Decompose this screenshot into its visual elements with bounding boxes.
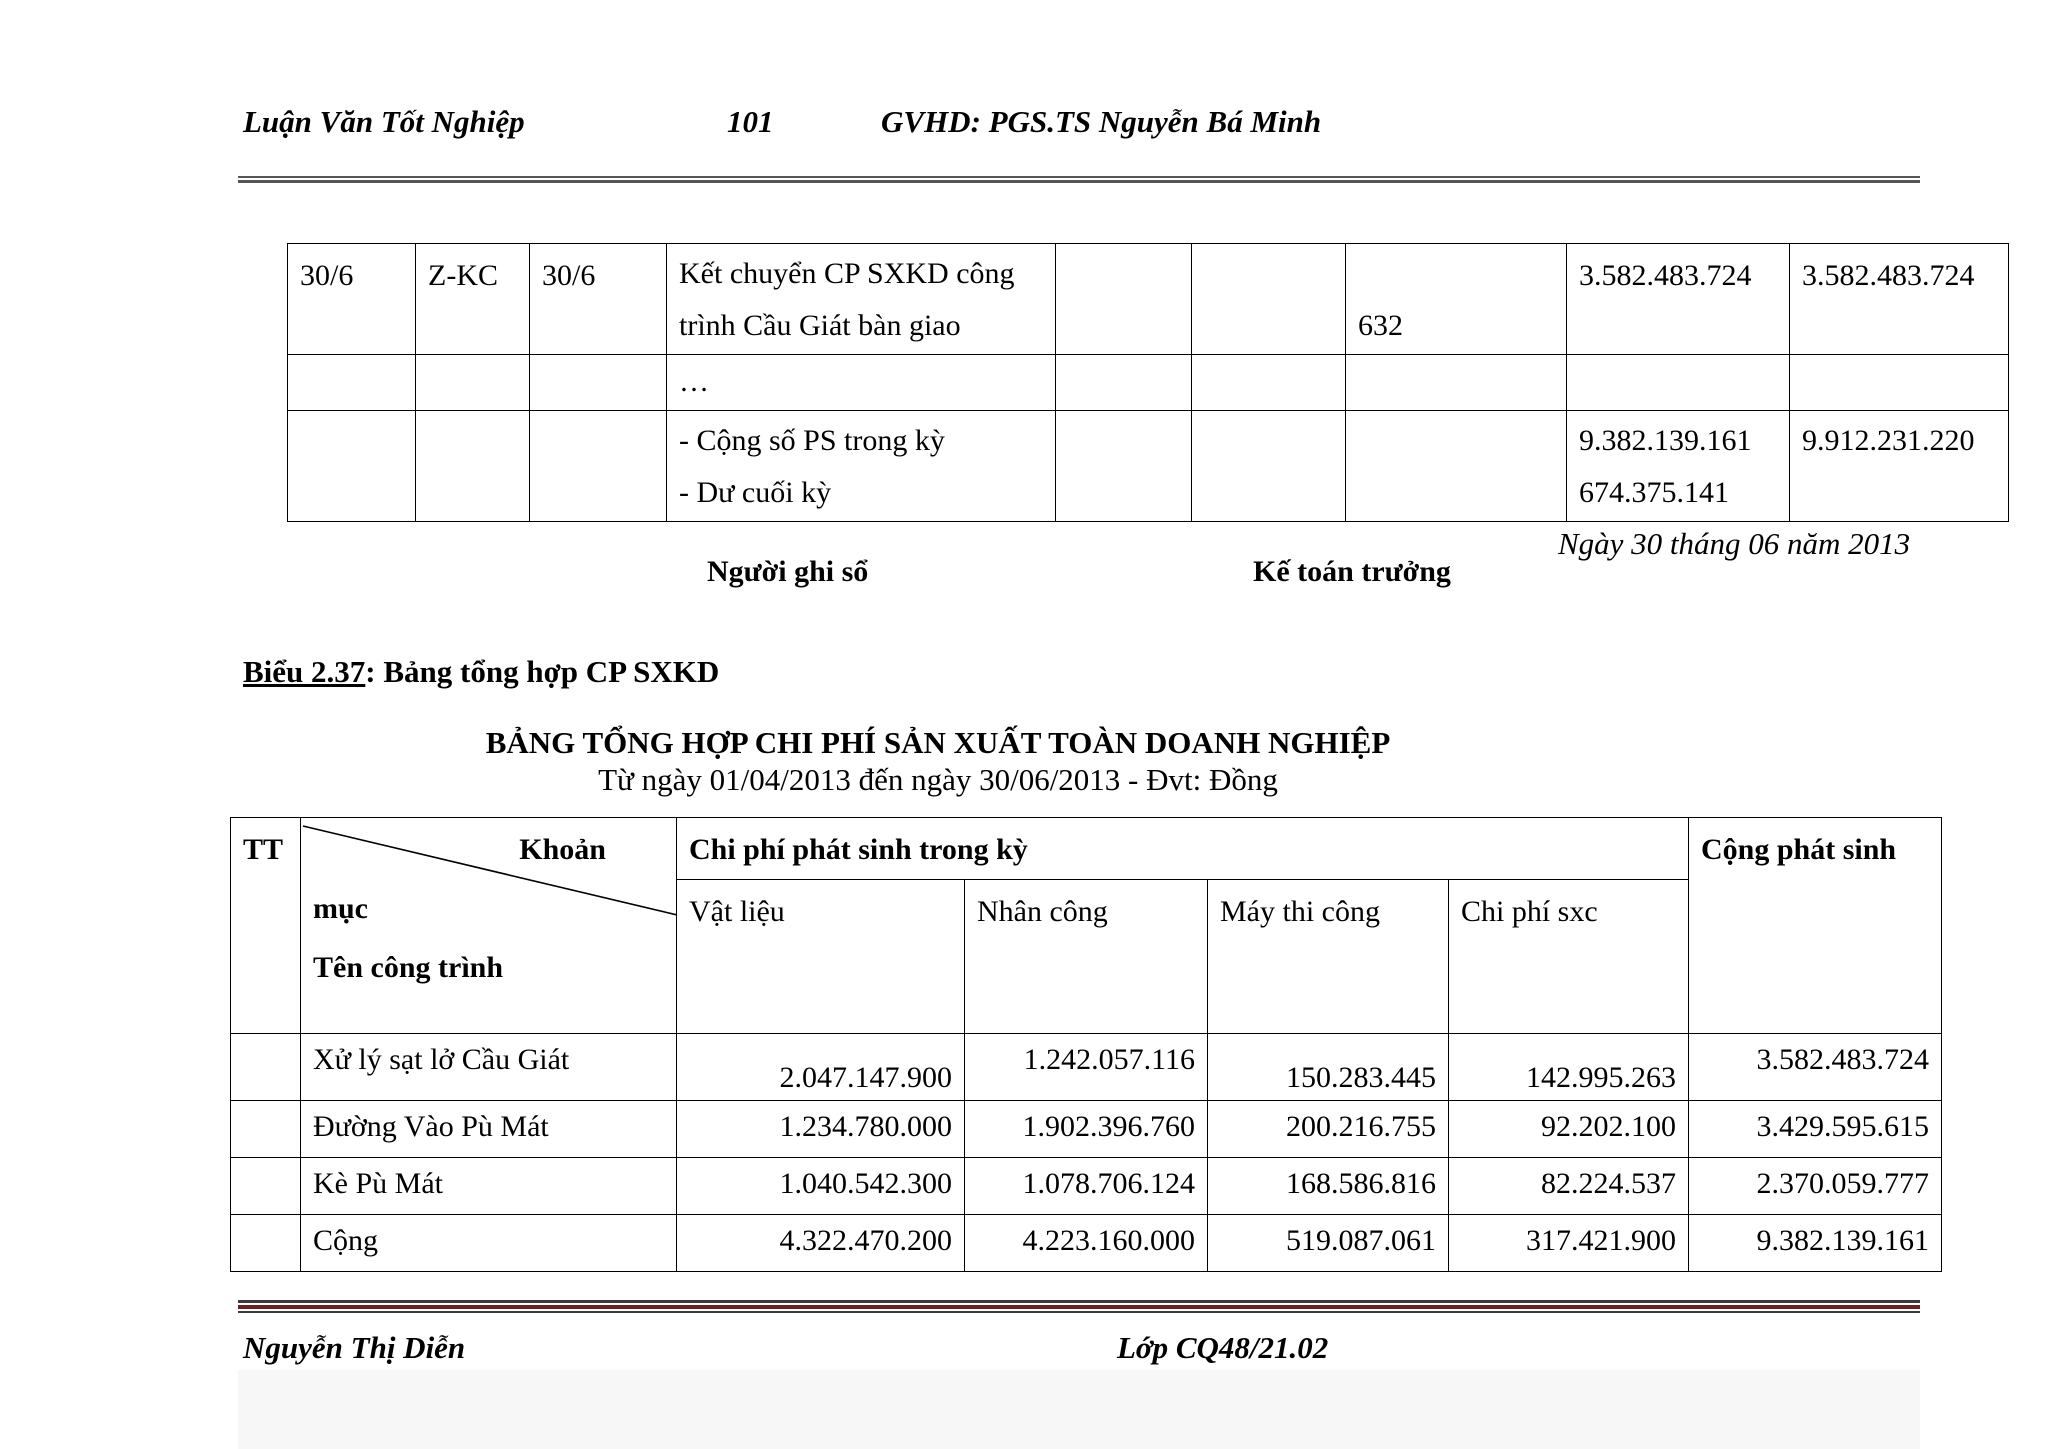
ledger-desc-line: trình Cầu Giát bàn giao (679, 309, 961, 342)
ledger-voucher-date: 30/6 (542, 259, 596, 292)
signer-bookkeeper: Người ghi sổ (707, 555, 869, 588)
page-bottom-band (238, 1370, 1920, 1449)
ledger-desc-line: - Dư cuối kỳ (679, 476, 832, 509)
ledger-table (287, 243, 2009, 522)
ledger-credit: 3.582.483.724 (1802, 259, 1975, 292)
col-header-project-name: Tên công trình (313, 951, 504, 984)
col-header-labor: Nhân công (977, 895, 1108, 929)
project-name: Xử lý sạt lở Cầu Giát (313, 1043, 570, 1076)
value-overhead: 317.421.900 (1526, 1224, 1677, 1257)
footer-rule-2 (238, 1305, 1920, 1309)
summary-subtitle: Từ ngày 01/04/2013 đến ngày 30/06/2013 - Đvt: Đồng (598, 762, 1278, 797)
ledger-desc-line: - Cộng số PS trong kỳ (679, 424, 945, 457)
col-header-group: Chi phí phát sinh trong kỳ (689, 833, 1028, 866)
value-materials: 4.322.470.200 (779, 1224, 952, 1257)
diagonal-divider (301, 818, 677, 938)
summary-header-row (231, 818, 1942, 880)
summary-title: BẢNG TỔNG HỢP CHI PHÍ SẢN XUẤT TOÀN DOANH NGHIỆP (485, 725, 1391, 760)
ledger-description (667, 244, 1055, 352)
value-labor: 1.242.057.116 (1023, 1043, 1195, 1076)
signer-chief-accountant: Kế toán trưởng (1253, 555, 1451, 588)
col-header-tt: TT (243, 833, 284, 866)
value-materials: 2.047.147.900 (779, 1061, 952, 1094)
ledger-ellipsis: … (679, 365, 709, 398)
value-materials: 1.040.542.300 (779, 1167, 952, 1200)
total-label: Cộng (313, 1224, 379, 1257)
value-overhead: 142.995.263 (1526, 1061, 1677, 1094)
col-header-item-top: Khoản (519, 833, 606, 866)
caption-label: Biểu 2.37 (243, 654, 366, 689)
col-header-total: Cộng phát sinh (1701, 833, 1897, 866)
footer-class: Lớp CQ48/21.02 (1117, 1330, 1329, 1365)
value-total: 3.582.483.724 (1756, 1043, 1930, 1076)
ledger-totals-credit: 9.912.231.220 (1802, 424, 1975, 457)
header-rule-top (238, 176, 1920, 178)
table-row (231, 1158, 1942, 1215)
value-machinery: 168.586.816 (1286, 1167, 1436, 1200)
value-labor: 4.223.160.000 (1022, 1224, 1195, 1257)
ledger-totals-debit (1567, 411, 1789, 519)
value-machinery: 200.216.755 (1286, 1110, 1436, 1143)
footer-rule-1 (238, 1300, 1920, 1303)
ledger-account: 632 (1358, 309, 1403, 342)
col-header-machinery: Máy thi công (1220, 895, 1380, 929)
col-header-item-mid: mục (313, 892, 368, 925)
value-machinery: 150.283.445 (1286, 1061, 1436, 1094)
project-name: Kè Pù Mát (313, 1167, 443, 1200)
ledger-date: 30/6 (300, 259, 354, 292)
value-total: 2.370.059.777 (1756, 1167, 1930, 1200)
ledger-ending-balance: 674.375.141 (1579, 476, 1729, 509)
ledger-totals-description (667, 411, 1055, 519)
value-overhead: 82.224.537 (1541, 1167, 1677, 1200)
header-rule-bottom (238, 180, 1920, 183)
table-row-total (231, 1215, 1942, 1272)
value-total: 9.382.139.161 (1756, 1224, 1930, 1257)
table-row (231, 1101, 1942, 1158)
ledger-total-ps: 9.382.139.161 (1579, 424, 1752, 457)
value-total: 3.429.595.615 (1756, 1110, 1930, 1143)
value-labor: 1.902.396.760 (1022, 1110, 1195, 1143)
col-header-overhead: Chi phí sxc (1461, 895, 1598, 929)
ledger-desc-line: Kết chuyển CP SXKD công (679, 257, 1015, 290)
footer-rule-3 (238, 1311, 1920, 1313)
figure-caption (243, 654, 719, 690)
header-title: Luận Văn Tốt Nghiệp (243, 104, 525, 139)
value-overhead: 92.202.100 (1541, 1110, 1677, 1143)
value-machinery: 519.087.061 (1286, 1224, 1436, 1257)
page-number: 101 (727, 104, 774, 139)
value-labor: 1.078.706.124 (1022, 1167, 1195, 1200)
value-materials: 1.234.780.000 (779, 1110, 952, 1143)
ledger-debit: 3.582.483.724 (1579, 259, 1752, 292)
project-name: Đường Vào Pù Mát (313, 1110, 549, 1143)
summary-table (230, 817, 1942, 1272)
caption-text: : Bảng tổng hợp CP SXKD (365, 654, 720, 689)
ledger-row (288, 244, 2009, 355)
ledger-row (288, 355, 2009, 411)
table-row (231, 1034, 1942, 1101)
col-header-materials: Vật liệu (689, 895, 785, 929)
footer-author: Nguyễn Thị Diễn (243, 1330, 466, 1365)
ledger-date-note: Ngày 30 tháng 06 năm 2013 (1558, 526, 1911, 561)
ledger-voucher-code: Z-KC (428, 259, 498, 292)
header-advisor: GVHD: PGS.TS Nguyễn Bá Minh (881, 104, 1322, 139)
ledger-row (288, 411, 2009, 522)
